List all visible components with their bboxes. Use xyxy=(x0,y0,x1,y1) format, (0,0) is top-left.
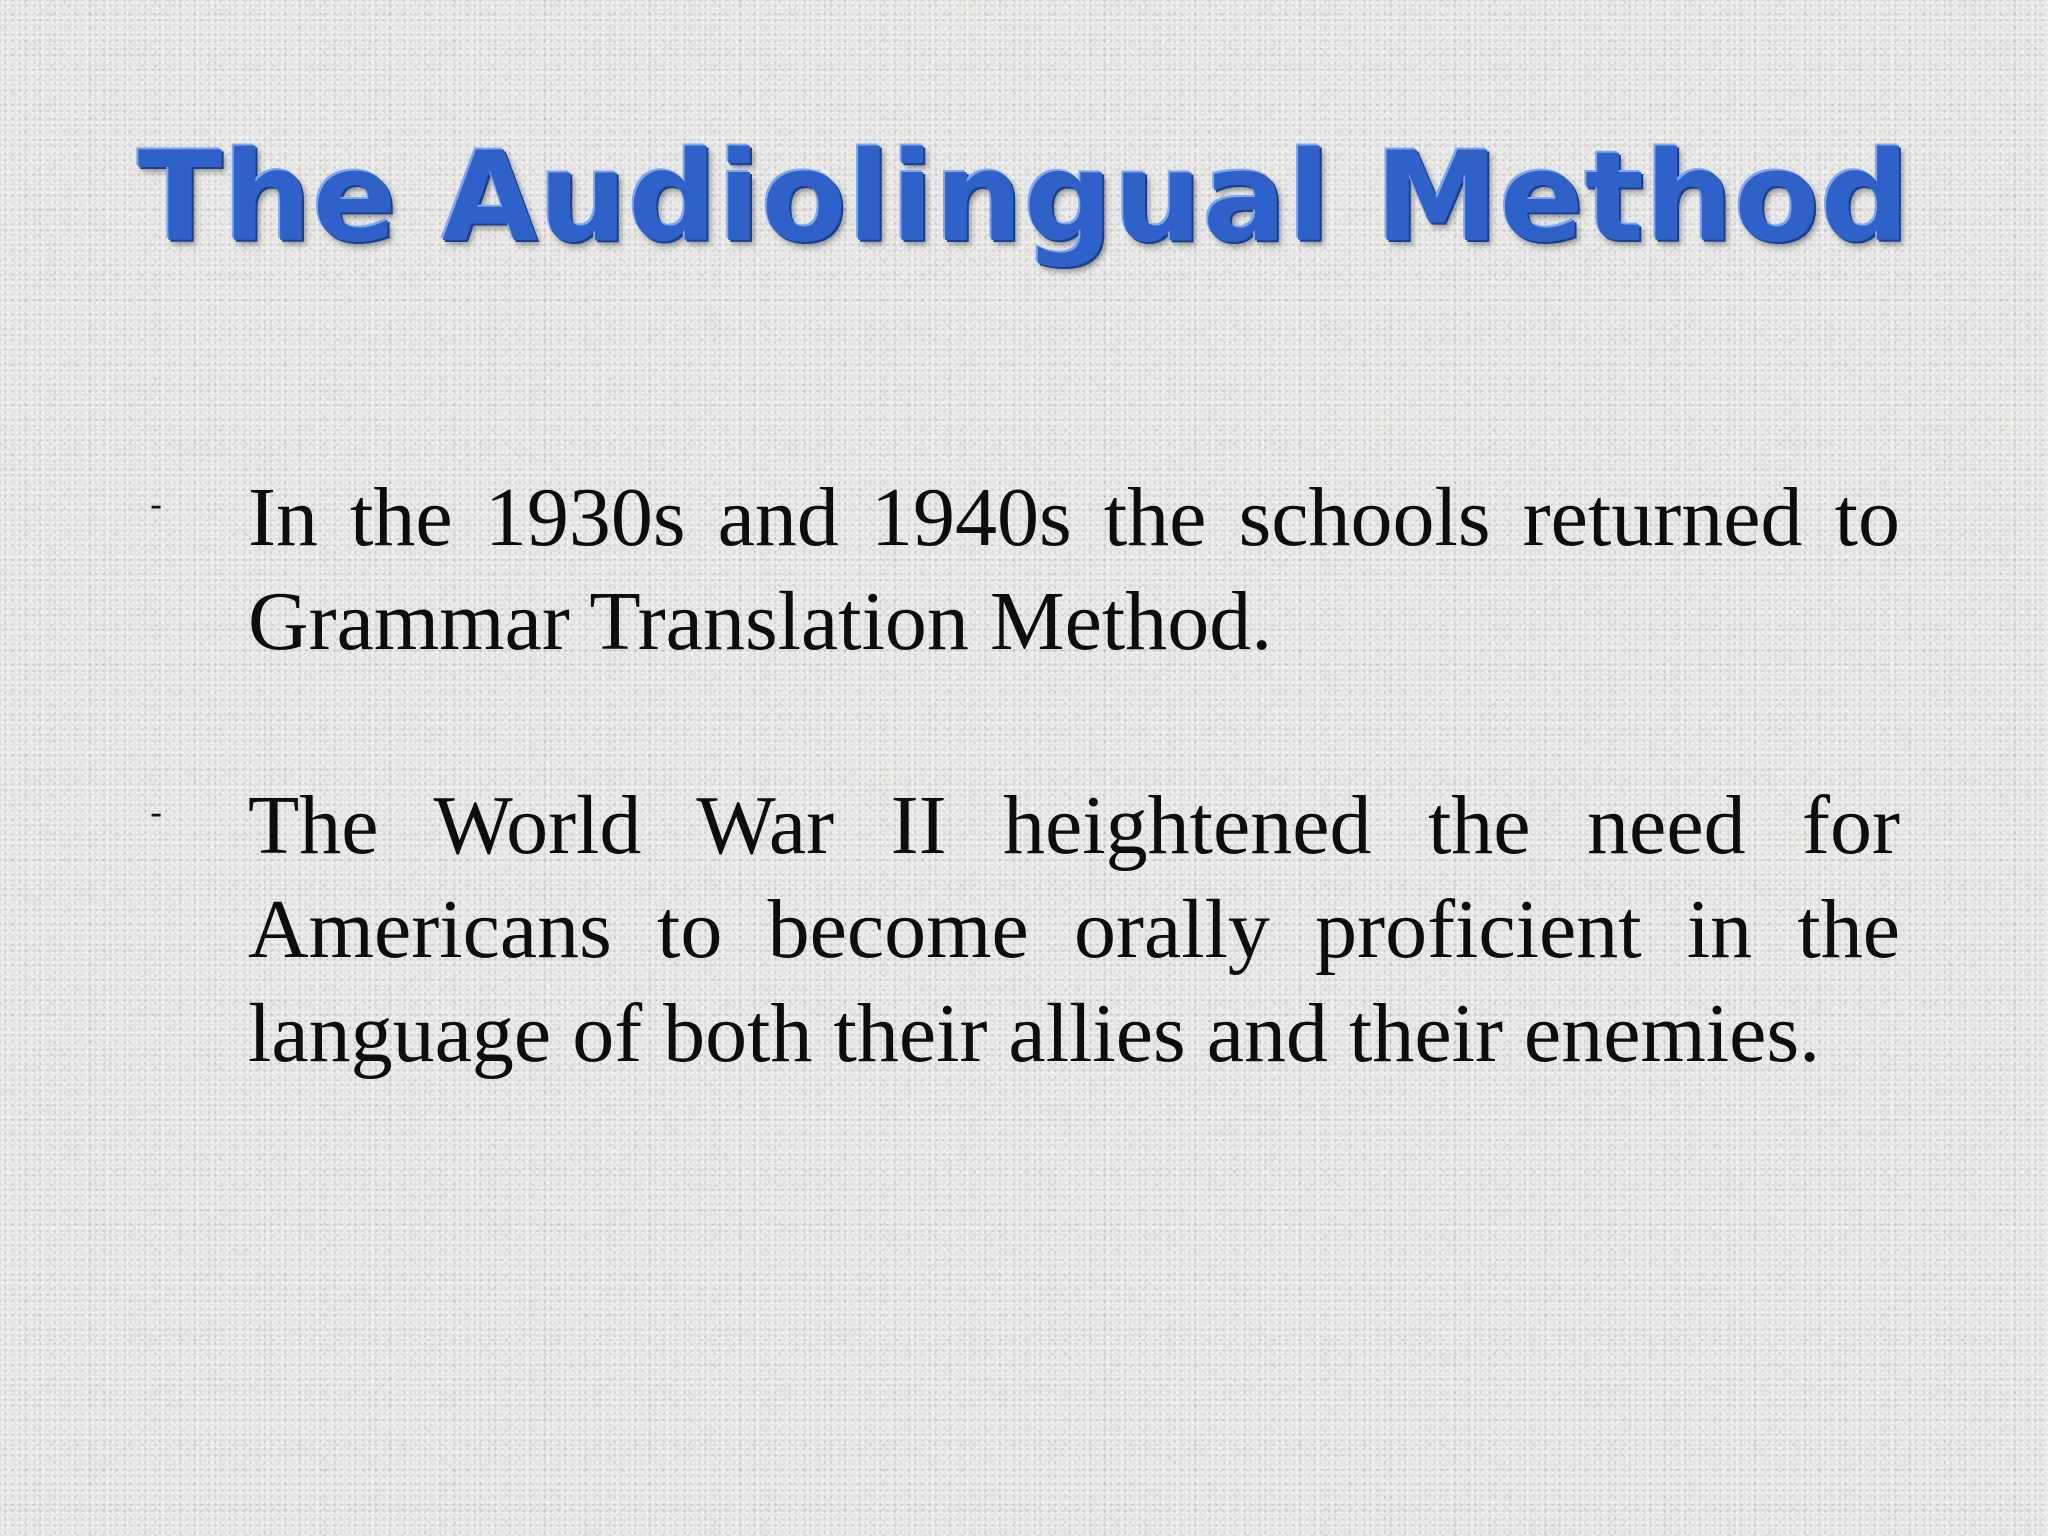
bullet-text: The World War II heightened the need for Americans to become orally proficient in the language of both their allies and their enemies. xyxy=(248,779,1900,1080)
bullet-dash-marker: - xyxy=(150,485,163,526)
bullet-item-1930s xyxy=(150,466,1900,674)
bullet-list xyxy=(150,466,1900,1086)
bullet-dash-marker: - xyxy=(150,793,163,834)
bullet-text: In the 1930s and 1940s the schools returned to Grammar Translation Method. xyxy=(248,471,1900,668)
slide-title: The Audiolingual Method xyxy=(137,126,1911,270)
bullet-item-world-war xyxy=(150,774,1900,1086)
